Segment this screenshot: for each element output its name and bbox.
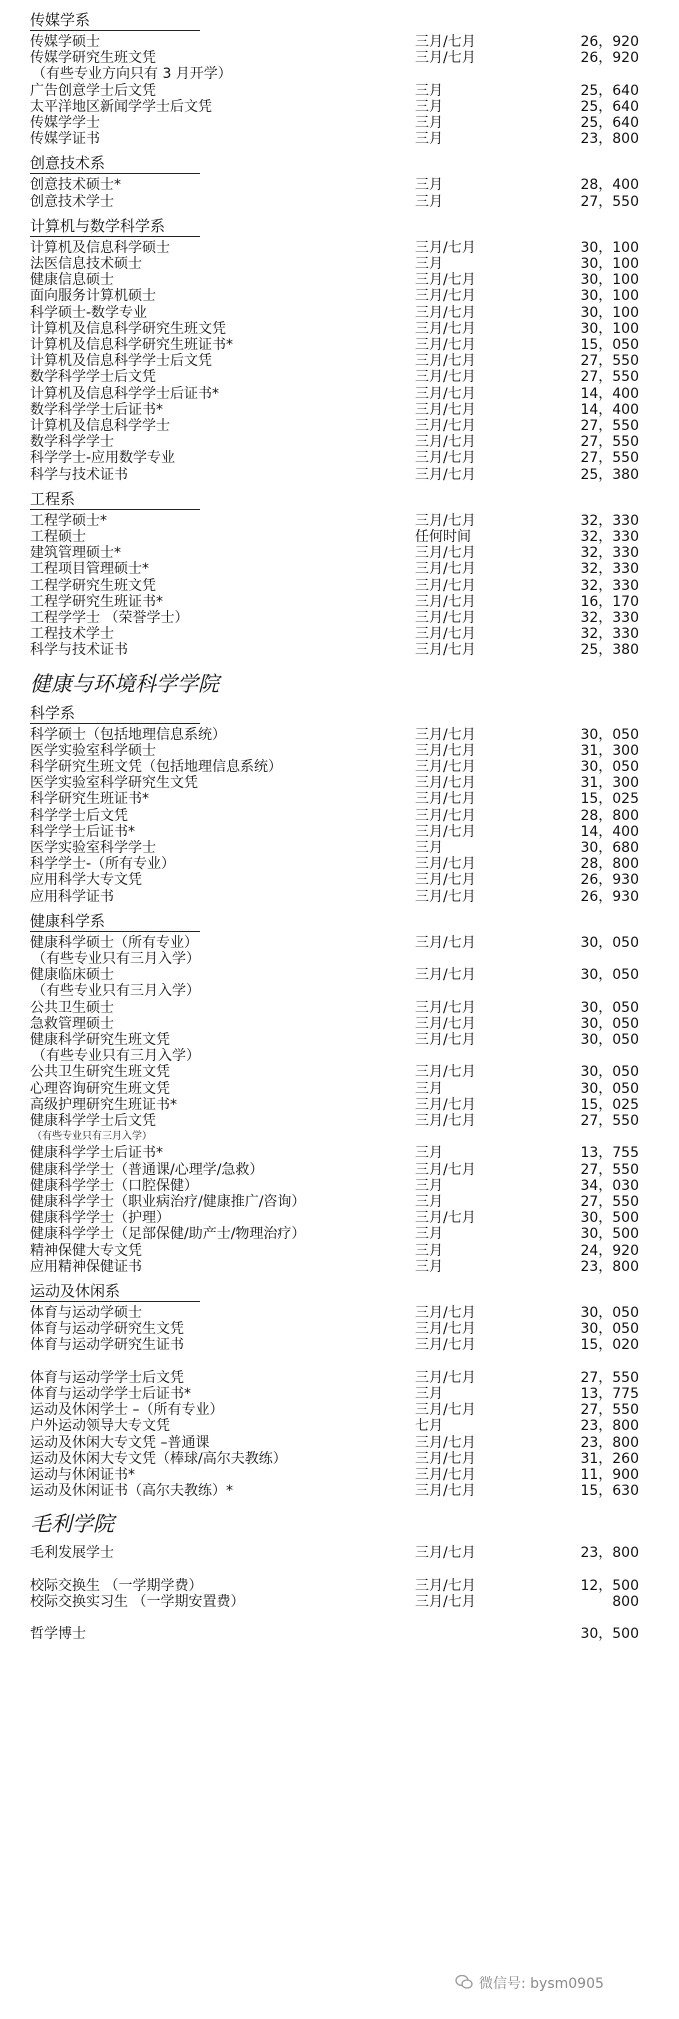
program-row bbox=[0, 1543, 679, 1563]
intake-month: 三月/七月 bbox=[415, 1594, 476, 1610]
department-heading: 创意技术系 bbox=[30, 154, 106, 173]
program-name: 计算机及信息科学学士 bbox=[30, 418, 170, 434]
tuition-fee: 32，330 bbox=[580, 626, 639, 643]
program-name: 太平洋地区新闻学学士后文凭 bbox=[30, 98, 212, 115]
intake-month: 三月/七月 bbox=[415, 1305, 476, 1321]
intake-month: 三月/七月 bbox=[415, 1434, 476, 1451]
tuition-fee: 23，800 bbox=[580, 1258, 639, 1275]
tuition-fee: 23，800 bbox=[580, 131, 639, 148]
tuition-fee: 14，400 bbox=[580, 823, 639, 840]
program-name: 科学与技术证书 bbox=[30, 642, 128, 659]
program-name: 健康科学学士后文凭 bbox=[30, 1113, 156, 1129]
tuition-fee: 14，400 bbox=[580, 385, 639, 402]
intake-month: 三月 bbox=[415, 840, 443, 856]
program-name: 运动及休闲大专文凭 –普通课 bbox=[30, 1434, 210, 1451]
intake-month: 三月/七月 bbox=[415, 1450, 476, 1467]
program-row bbox=[0, 887, 679, 907]
tuition-fee: 32，330 bbox=[580, 561, 639, 578]
intake-month: 三月 bbox=[415, 1194, 443, 1210]
program-name: 计算机及信息科学硕士 bbox=[30, 239, 170, 256]
intake-month: 三月/七月 bbox=[415, 823, 476, 840]
intake-month: 三月/七月 bbox=[415, 1467, 476, 1483]
program-name: 应用精神保健证书 bbox=[30, 1258, 142, 1275]
program-name: 医学实验室科学学士 bbox=[30, 840, 156, 856]
intake-month: 三月/七月 bbox=[415, 775, 476, 792]
intake-month: 三月/七月 bbox=[415, 1064, 476, 1081]
intake-month: 三月/七月 bbox=[415, 872, 476, 889]
tuition-fee: 13，775 bbox=[580, 1386, 639, 1402]
intake-month: 三月 bbox=[415, 1258, 443, 1275]
program-row bbox=[0, 1335, 679, 1355]
tuition-fee: 34，030 bbox=[580, 1177, 639, 1194]
intake-month: 三月/七月 bbox=[415, 466, 476, 483]
program-name: 科学研究生班文凭（包括地理信息系统） bbox=[30, 759, 282, 775]
tuition-fee: 26，920 bbox=[580, 50, 639, 67]
tuition-fee: 30，050 bbox=[580, 967, 639, 984]
program-name: 传媒学学士 bbox=[30, 115, 100, 131]
program-name: 体育与运动学硕士 bbox=[30, 1305, 142, 1321]
tuition-fee: 27，550 bbox=[580, 418, 639, 434]
tuition-fee: 27，550 bbox=[580, 369, 639, 386]
program-row bbox=[0, 1592, 679, 1612]
intake-month: 三月/七月 bbox=[415, 593, 476, 610]
program-name: 急救管理硕士 bbox=[30, 1015, 114, 1032]
tuition-fee: 30，050 bbox=[580, 759, 639, 775]
tuition-fee: 30，100 bbox=[580, 272, 639, 289]
tuition-fee: 27，550 bbox=[580, 1194, 639, 1210]
note-text: （有些专业只有三月入学） bbox=[32, 1131, 152, 1143]
intake-month: 三月/七月 bbox=[415, 512, 476, 529]
program-name: 创意技术学士 bbox=[30, 193, 114, 210]
intake-month: 三月 bbox=[415, 193, 443, 210]
intake-month: 三月 bbox=[415, 1080, 443, 1097]
intake-month: 三月/七月 bbox=[415, 50, 476, 67]
tuition-fee: 30，100 bbox=[580, 239, 639, 256]
intake-month: 三月/七月 bbox=[415, 1545, 476, 1562]
program-row bbox=[0, 129, 679, 149]
intake-month: 三月/七月 bbox=[415, 545, 476, 562]
program-row bbox=[0, 465, 679, 485]
intake-month: 三月/七月 bbox=[415, 1032, 476, 1048]
intake-month: 三月 bbox=[415, 98, 443, 115]
tuition-fee: 14，400 bbox=[580, 401, 639, 418]
program-name: 传媒学硕士 bbox=[30, 34, 100, 50]
note-text: （有些专业只有三月入学） bbox=[32, 1048, 200, 1065]
tuition-fee: 30，050 bbox=[580, 1080, 639, 1097]
tuition-fee: 25，640 bbox=[580, 82, 639, 99]
tuition-fee: 31，260 bbox=[580, 1450, 639, 1467]
program-name: 运动及休闲大专文凭（棒球/高尔夫教练） bbox=[30, 1450, 287, 1467]
tuition-fee: 32，330 bbox=[580, 610, 639, 626]
program-name: 工程学研究生班文凭 bbox=[30, 577, 156, 594]
department-heading: 运动及休闲系 bbox=[30, 1282, 121, 1300]
tuition-fee: 15，050 bbox=[580, 337, 639, 353]
intake-month: 三月/七月 bbox=[415, 626, 476, 643]
tuition-fee: 23，800 bbox=[580, 1545, 639, 1562]
tuition-fee: 30，050 bbox=[580, 999, 639, 1016]
school-heading: 健康与环境科学学院 bbox=[30, 671, 219, 696]
tuition-fee: 28，400 bbox=[580, 177, 639, 194]
tuition-fee: 16，170 bbox=[580, 593, 639, 610]
intake-month: 三月 bbox=[415, 177, 443, 194]
department-underline bbox=[30, 173, 200, 174]
intake-month: 三月/七月 bbox=[415, 1369, 476, 1386]
intake-month: 三月/七月 bbox=[415, 34, 476, 50]
intake-month: 三月/七月 bbox=[415, 742, 476, 759]
intake-month: 三月/七月 bbox=[415, 304, 476, 321]
intake-month: 三月/七月 bbox=[415, 1577, 476, 1594]
intake-month: 三月/七月 bbox=[415, 999, 476, 1016]
tuition-fee: 25，640 bbox=[580, 115, 639, 131]
intake-month: 三月/七月 bbox=[415, 1483, 476, 1500]
program-name: 健康信息硕士 bbox=[30, 272, 114, 289]
department-heading: 计算机与数学科学系 bbox=[30, 216, 166, 235]
tuition-fee: 32，330 bbox=[580, 577, 639, 594]
program-name: 毛利发展学士 bbox=[30, 1545, 114, 1562]
program-name: 健康科学学士（护理） bbox=[30, 1210, 170, 1227]
program-name: 体育与运动学学士后文凭 bbox=[30, 1369, 184, 1386]
intake-month: 三月 bbox=[415, 82, 443, 99]
tuition-fee: 12，500 bbox=[580, 1577, 639, 1594]
program-name: 健康科学研究生班文凭 bbox=[30, 1032, 170, 1048]
intake-month: 三月/七月 bbox=[415, 726, 476, 743]
program-name: 校际交换生 （一学期学费） bbox=[30, 1577, 203, 1594]
program-name: 运动与休闲证书* bbox=[30, 1467, 135, 1483]
program-name: 户外运动领导大专文凭 bbox=[30, 1418, 170, 1435]
tuition-fee: 30，500 bbox=[580, 1626, 639, 1643]
program-name: 法医信息技术硕士 bbox=[30, 256, 142, 272]
intake-month: 三月/七月 bbox=[415, 1161, 476, 1178]
intake-month: 三月/七月 bbox=[415, 610, 476, 626]
department-heading: 科学系 bbox=[30, 703, 76, 722]
tuition-fee: 30，500 bbox=[580, 1210, 639, 1227]
department-heading: 传媒学系 bbox=[30, 11, 91, 29]
program-row bbox=[0, 1481, 679, 1501]
program-name: 健康临床硕士 bbox=[30, 967, 114, 984]
program-name: 计算机及信息科学研究生班证书* bbox=[30, 337, 233, 353]
department-underline bbox=[30, 236, 200, 237]
intake-month: 三月/七月 bbox=[415, 418, 476, 434]
department-heading: 工程系 bbox=[30, 489, 76, 508]
tuition-fee: 26，930 bbox=[580, 888, 639, 905]
tuition-fee: 24，920 bbox=[580, 1242, 639, 1259]
program-name: 精神保健大专文凭 bbox=[30, 1242, 142, 1259]
program-row bbox=[0, 1257, 679, 1277]
school-heading: 毛利学院 bbox=[30, 1512, 114, 1537]
program-name: 健康科学学士后证书* bbox=[30, 1145, 163, 1162]
intake-month: 三月/七月 bbox=[415, 807, 476, 824]
tuition-fee: 30，050 bbox=[580, 1032, 639, 1048]
tuition-fee: 30，680 bbox=[580, 840, 639, 856]
program-name: 工程硕士 bbox=[30, 529, 86, 545]
program-name: 数学科学学士 bbox=[30, 434, 114, 451]
department-underline bbox=[30, 509, 200, 510]
intake-month: 三月/七月 bbox=[415, 401, 476, 418]
program-name: 医学实验室科学研究生文凭 bbox=[30, 775, 198, 792]
program-row bbox=[0, 1624, 679, 1644]
program-name: 健康科学学士（足部保健/助产士/物理治疗） bbox=[30, 1226, 306, 1243]
department-underline bbox=[30, 723, 200, 724]
tuition-fee: 30，050 bbox=[580, 1321, 639, 1338]
tuition-fee: 15，025 bbox=[580, 1096, 639, 1113]
intake-month: 三月/七月 bbox=[415, 577, 476, 594]
intake-month: 三月/七月 bbox=[415, 434, 476, 451]
intake-month: 三月/七月 bbox=[415, 1096, 476, 1113]
intake-month: 三月/七月 bbox=[415, 353, 476, 370]
tuition-fee: 30，100 bbox=[580, 256, 639, 272]
tuition-fee: 23，800 bbox=[580, 1434, 639, 1451]
program-name: 传媒学证书 bbox=[30, 131, 100, 148]
program-name: 工程项目管理硕士* bbox=[30, 561, 149, 578]
program-name: 数学科学学士后文凭 bbox=[30, 369, 156, 386]
watermark-text: 微信号: bysm0905 bbox=[479, 1976, 604, 1992]
tuition-fee: 26，930 bbox=[580, 872, 639, 889]
department-underline bbox=[30, 931, 200, 932]
program-name: 体育与运动学研究生证书 bbox=[30, 1337, 184, 1354]
intake-month: 三月/七月 bbox=[415, 791, 476, 808]
program-name: 科学与技术证书 bbox=[30, 466, 128, 483]
program-name: 体育与运动学学士后证书* bbox=[30, 1386, 191, 1402]
intake-month: 三月/七月 bbox=[415, 1337, 476, 1354]
program-name: 科学硕士-数学专业 bbox=[30, 304, 148, 321]
program-name: 科学学士后证书* bbox=[30, 823, 135, 840]
tuition-fee: 27，550 bbox=[580, 1402, 639, 1419]
tuition-fee: 25，380 bbox=[580, 642, 639, 659]
tuition-fee: 800 bbox=[612, 1594, 639, 1610]
intake-month: 三月/七月 bbox=[415, 288, 476, 305]
tuition-fee: 23，800 bbox=[580, 1418, 639, 1435]
program-name: 高级护理研究生班证书* bbox=[30, 1096, 177, 1113]
program-name: 科学学士-（所有专业） bbox=[30, 856, 176, 873]
department-underline bbox=[30, 1301, 200, 1302]
program-name: 运动及休闲学士 –（所有专业） bbox=[30, 1402, 224, 1419]
program-name: 应用科学证书 bbox=[30, 888, 114, 905]
tuition-fee: 15，630 bbox=[580, 1483, 639, 1500]
program-name: 工程技术学士 bbox=[30, 626, 114, 643]
note-text: （有些专业方向只有 3 月开学） bbox=[32, 66, 232, 83]
tuition-fee: 15，020 bbox=[580, 1337, 639, 1354]
program-name: 医学实验室科学硕士 bbox=[30, 742, 156, 759]
tuition-fee: 30，100 bbox=[580, 288, 639, 305]
program-name: 校际交换实习生 （一学期安置费） bbox=[30, 1594, 245, 1610]
intake-month: 任何时间 bbox=[415, 529, 471, 545]
program-name: 科学学士后文凭 bbox=[30, 807, 128, 824]
tuition-fee: 30，050 bbox=[580, 1015, 639, 1032]
tuition-fee: 30，050 bbox=[580, 1305, 639, 1321]
program-name: 计算机及信息科学研究生班文凭 bbox=[30, 320, 226, 337]
intake-month: 三月 bbox=[415, 1386, 443, 1402]
tuition-fee: 27，550 bbox=[580, 1369, 639, 1386]
program-name: 创意技术硕士* bbox=[30, 177, 121, 194]
tuition-fee: 27，550 bbox=[580, 1113, 639, 1129]
program-row bbox=[0, 640, 679, 660]
tuition-fee: 30，050 bbox=[580, 726, 639, 743]
program-name: 传媒学研究生班文凭 bbox=[30, 50, 156, 67]
tuition-fee: 30，100 bbox=[580, 320, 639, 337]
intake-month: 三月 bbox=[415, 1242, 443, 1259]
intake-month: 七月 bbox=[415, 1418, 443, 1435]
tuition-fee: 32，330 bbox=[580, 512, 639, 529]
tuition-fee: 30，050 bbox=[580, 934, 639, 951]
intake-month: 三月/七月 bbox=[415, 369, 476, 386]
tuition-fee: 26，920 bbox=[580, 34, 639, 50]
tuition-fee: 27，550 bbox=[580, 193, 639, 210]
intake-month: 三月/七月 bbox=[415, 239, 476, 256]
tuition-fee: 32，330 bbox=[580, 545, 639, 562]
intake-month: 三月 bbox=[415, 115, 443, 131]
program-name: 工程学研究生班证书* bbox=[30, 593, 163, 610]
program-name: 计算机及信息科学学士后证书* bbox=[30, 385, 219, 402]
tuition-fee: 25，380 bbox=[580, 466, 639, 483]
department-heading: 健康科学系 bbox=[30, 911, 106, 930]
department-underline bbox=[30, 30, 200, 31]
program-name: 心理咨询研究生班文凭 bbox=[30, 1080, 170, 1097]
intake-month: 三月/七月 bbox=[415, 759, 476, 775]
intake-month: 三月/七月 bbox=[415, 888, 476, 905]
tuition-fee: 32，330 bbox=[580, 529, 639, 545]
intake-month: 三月/七月 bbox=[415, 320, 476, 337]
intake-month: 三月/七月 bbox=[415, 1015, 476, 1032]
intake-month: 三月/七月 bbox=[415, 1402, 476, 1419]
program-name: 体育与运动学研究生文凭 bbox=[30, 1321, 184, 1338]
tuition-fee: 31，300 bbox=[580, 775, 639, 792]
intake-month: 三月 bbox=[415, 1177, 443, 1194]
program-name: 健康科学硕士（所有专业） bbox=[30, 934, 198, 951]
intake-month: 三月/七月 bbox=[415, 561, 476, 578]
wechat-icon bbox=[455, 1973, 473, 1991]
intake-month: 三月/七月 bbox=[415, 450, 476, 467]
tuition-fee: 15，025 bbox=[580, 791, 639, 808]
intake-month: 三月/七月 bbox=[415, 642, 476, 659]
program-row bbox=[0, 192, 679, 212]
tuition-fee: 13，755 bbox=[580, 1145, 639, 1162]
tuition-fee: 27，550 bbox=[580, 353, 639, 370]
program-name: 数学科学学士后证书* bbox=[30, 401, 163, 418]
intake-month: 三月/七月 bbox=[415, 934, 476, 951]
intake-month: 三月 bbox=[415, 1145, 443, 1162]
intake-month: 三月 bbox=[415, 131, 443, 148]
tuition-fee: 11，900 bbox=[580, 1467, 639, 1483]
program-name: 面向服务计算机硕士 bbox=[30, 288, 156, 305]
tuition-fee: 28，800 bbox=[580, 807, 639, 824]
tuition-fee: 30，050 bbox=[580, 1064, 639, 1081]
intake-month: 三月/七月 bbox=[415, 272, 476, 289]
program-name: 科学学士-应用数学专业 bbox=[30, 450, 176, 467]
tuition-fee: 27，550 bbox=[580, 434, 639, 451]
program-name: 工程学学士 （荣誉学士） bbox=[30, 610, 189, 626]
program-name: 健康科学学士（职业病治疗/健康推广/咨询） bbox=[30, 1194, 306, 1210]
program-name: 科学研究生班证书* bbox=[30, 791, 149, 808]
tuition-fee: 27，550 bbox=[580, 450, 639, 467]
tuition-fee: 25，640 bbox=[580, 98, 639, 115]
tuition-fee: 31，300 bbox=[580, 742, 639, 759]
tuition-fee: 27，550 bbox=[580, 1161, 639, 1178]
tuition-fee: 30，100 bbox=[580, 304, 639, 321]
tuition-fee: 28，800 bbox=[580, 856, 639, 873]
program-name: 公共卫生硕士 bbox=[30, 999, 114, 1016]
program-name: 哲学博士 bbox=[30, 1626, 86, 1643]
program-name: 广告创意学士后文凭 bbox=[30, 82, 156, 99]
program-name: 健康科学学士（口腔保健） bbox=[30, 1177, 198, 1194]
intake-month: 三月/七月 bbox=[415, 1113, 476, 1129]
intake-month: 三月 bbox=[415, 1226, 443, 1243]
program-name: 计算机及信息科学学士后文凭 bbox=[30, 353, 212, 370]
program-name: 运动及休闲证书（高尔夫教练）* bbox=[30, 1483, 233, 1500]
tuition-fee: 30，500 bbox=[580, 1226, 639, 1243]
intake-month: 三月/七月 bbox=[415, 967, 476, 984]
note-text: （有些专业只有三月入学） bbox=[32, 983, 200, 1000]
program-name: 科学硕士（包括地理信息系统） bbox=[30, 726, 226, 743]
wechat-watermark bbox=[455, 1973, 604, 1993]
intake-month: 三月/七月 bbox=[415, 1321, 476, 1338]
intake-month: 三月/七月 bbox=[415, 1210, 476, 1227]
intake-month: 三月 bbox=[415, 256, 443, 272]
intake-month: 三月/七月 bbox=[415, 337, 476, 353]
note-text: （有些专业只有三月入学） bbox=[32, 951, 200, 967]
intake-month: 三月/七月 bbox=[415, 856, 476, 873]
program-name: 健康科学学士（普通课/心理学/急救） bbox=[30, 1161, 264, 1178]
program-name: 建筑管理硕士* bbox=[30, 545, 121, 562]
intake-month: 三月/七月 bbox=[415, 385, 476, 402]
program-name: 公共卫生研究生班文凭 bbox=[30, 1064, 170, 1081]
program-name: 工程学硕士* bbox=[30, 512, 107, 529]
program-name: 应用科学大专文凭 bbox=[30, 872, 142, 889]
